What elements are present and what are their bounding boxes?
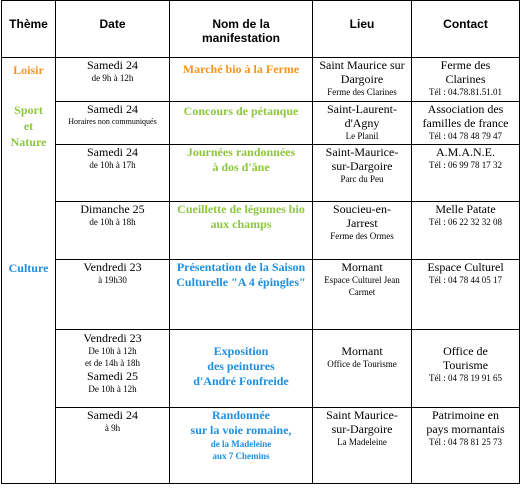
theme-leisure: Loisir	[2, 58, 56, 102]
header-date: Date	[56, 1, 170, 58]
place-cell: Saint Maurice sur Dargoire Ferme des Clarines	[313, 58, 412, 102]
header-place: Lieu	[313, 1, 412, 58]
event-name: Marché bio à la Ferme	[170, 58, 313, 102]
date-cell: Vendredi 23 De 10h à 12h et de 14h à 18h Samedi 25 De 10h à 12h	[56, 330, 170, 408]
contact-cell: Office de Tourisme Tél : 04 78 19 91 65	[412, 330, 520, 408]
date-cell: Samedi 24 de 10h à 17h	[56, 145, 170, 202]
contact-cell: Patrimoine en pays mornantais Tél : 04 78 81 25 73	[412, 408, 520, 484]
header-theme: Thème	[2, 1, 56, 58]
place-cell: Saint Maurice- sur-Dargoire La Madeleine	[313, 408, 412, 484]
contact-cell: Espace Culturel Tél : 04 78 44 05 17	[412, 260, 520, 330]
contact-cell: Ferme des Clarines Tél : 04.78.81.51.01	[412, 58, 520, 102]
event-name: Randonnée sur la voie romaine, de la Madeleine aux 7 Chemins	[170, 408, 313, 484]
table-row	[2, 202, 520, 260]
place-cell: Mornant Espace Culturel Jean Carmet	[313, 260, 412, 330]
contact-cell: A.M.A.N.E. Tél : 06 99 78 17 32	[412, 145, 520, 202]
table-row	[2, 145, 520, 202]
event-name: Cueillette de légumes bio aux champs	[170, 202, 313, 260]
theme-culture: Culture	[2, 260, 56, 330]
date-cell: Samedi 24 Horaires non communiqués	[56, 102, 170, 145]
theme-sport-nature: Sport et Nature	[2, 102, 56, 260]
theme-culture-cont	[2, 408, 56, 484]
table-row	[2, 408, 520, 484]
contact-cell: Association des familles de france Tél : 04 78 48 79 47	[412, 102, 520, 145]
contact-cell: Melle Patate Tél : 06 22 32 32 08	[412, 202, 520, 260]
theme-culture-cont	[2, 330, 56, 408]
table-row	[2, 58, 520, 102]
header-row	[2, 1, 520, 58]
event-name: Concours de pétanque	[170, 102, 313, 145]
events-table	[1, 0, 520, 484]
place-cell: Mornant Office de Tourisme	[313, 330, 412, 408]
date-cell: Samedi 24 de 9h à 12h	[56, 58, 170, 102]
place-cell: Soucieu-en- Jarrest Ferme des Ormes	[313, 202, 412, 260]
date-cell: Vendredi 23 à 19h30	[56, 260, 170, 330]
place-cell: Saint-Laurent- d'Agny Le Planil	[313, 102, 412, 145]
date-cell: Dimanche 25 de 10h à 18h	[56, 202, 170, 260]
header-contact: Contact	[412, 1, 520, 58]
event-name: Présentation de la Saison Culturelle "A 4 épingles"	[170, 260, 313, 330]
table-row	[2, 260, 520, 330]
date-cell: Samedi 24 à 9h	[56, 408, 170, 484]
event-name: Journées randonnées à dos d'âne	[170, 145, 313, 202]
event-name: Exposition des peintures d'André Fonfreide	[170, 330, 313, 408]
table-row	[2, 330, 520, 408]
table-row	[2, 102, 520, 145]
header-event-name: Nom de la manifestation	[170, 1, 313, 58]
place-cell: Saint-Maurice- sur-Dargoire Parc du Peu	[313, 145, 412, 202]
